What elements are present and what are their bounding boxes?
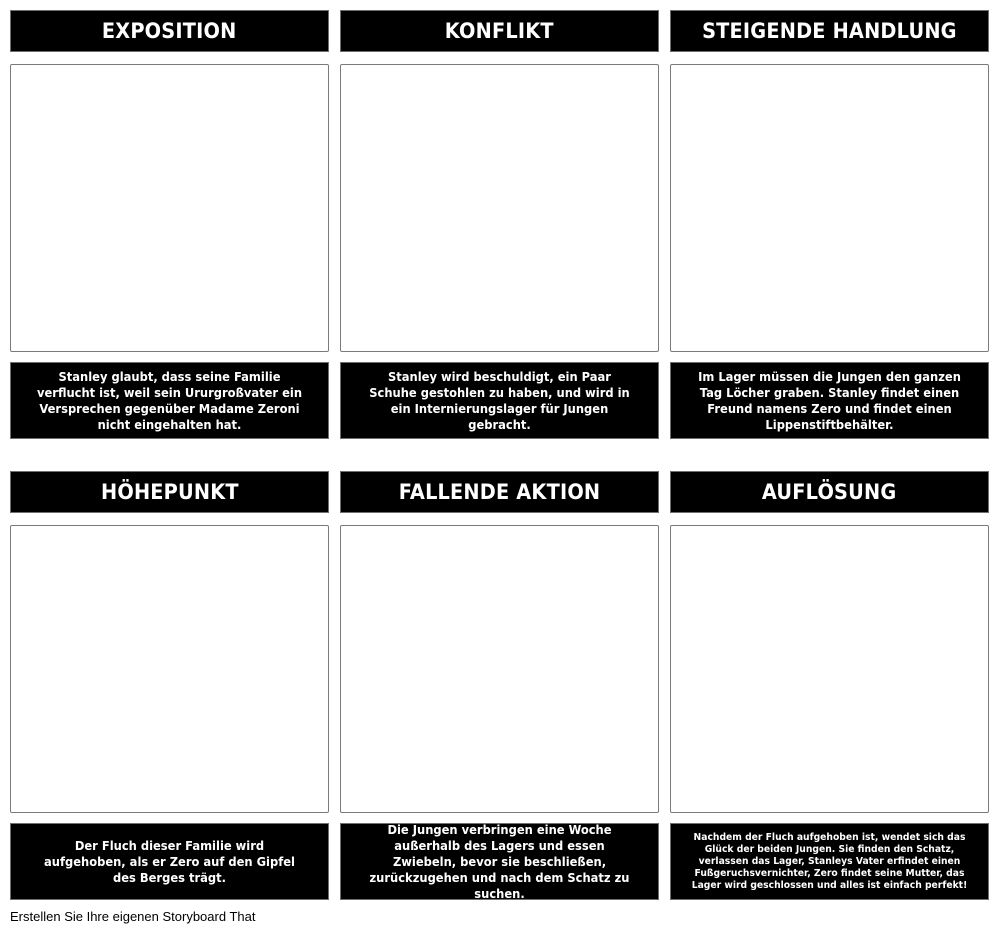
cell-caption-box [340,362,659,439]
cell-caption-box [670,823,989,900]
cell-title-bar [670,471,989,513]
storyboard-cell-konflikt [340,10,659,439]
cell-title-bar [340,471,659,513]
storyboard-cell-aufloesung [670,471,989,900]
cell-image-panel[interactable] [10,525,329,813]
storyboard-cell-steigende-handlung [670,10,989,439]
cell-image-panel[interactable] [670,525,989,813]
cell-title: AUFLÖSUNG [762,480,897,504]
storyboard-cell-hoehepunkt [10,471,329,900]
cell-image-panel[interactable] [340,525,659,813]
cell-caption: Stanley glaubt, dass seine Familie verflucht ist, weil sein Ururgroßvater ein Versprechen gegenüber Madame Zeroni nicht eingehalten hat. [36,368,303,432]
cell-caption: Stanley wird beschuldigt, ein Paar Schuhe gestohlen zu haben, und wird in ein Internierungslager für Jungen gebracht. [369,368,630,432]
footer-credit[interactable]: Erstellen Sie Ihre eigenen Storyboard That [10,909,256,924]
cell-caption: Nachdem der Fluch aufgehoben ist, wendet sich das Glück der beiden Jungen. Sie finden den Schatz, verlassen das Lager, Stanleys Vater erfindet einen Fußgeruchsvernichter, Zero findet seine Mutter, das Lager wird geschlossen und alles ist einfach perfekt! [691,831,968,891]
cell-title-bar [670,10,989,52]
cell-title-bar [10,471,329,513]
cell-caption-box [670,362,989,439]
cell-title: FALLENDE AKTION [398,480,601,504]
cell-caption: Der Fluch dieser Familie wird aufgehoben, als er Zero auf den Gipfel des Berges trägt. [44,837,295,885]
cell-title-bar [10,10,329,52]
cell-caption-box [340,823,659,900]
cell-image-panel[interactable] [10,64,329,352]
cell-title: EXPOSITION [102,19,237,43]
cell-caption-box [10,823,329,900]
cell-title: HÖHEPUNKT [100,480,239,504]
cell-title: STEIGENDE HANDLUNG [702,19,957,43]
cell-image-panel[interactable] [340,64,659,352]
cell-caption-box [10,362,329,439]
cell-title: KONFLIKT [444,19,555,43]
cell-title-bar [340,10,659,52]
storyboard-cell-fallende-aktion [340,471,659,900]
cell-caption: Im Lager müssen die Jungen den ganzen Tag Löcher graben. Stanley findet einen Freund namens Zero und findet einen Lippenstiftbehälter. [698,368,961,432]
cell-caption: Die Jungen verbringen eine Woche außerhalb des Lagers und essen Zwiebeln, bevor sie beschließen, zurückzugehen und nach dem Schatz zu suchen. [369,821,630,901]
storyboard-cell-exposition [10,10,329,439]
cell-image-panel[interactable] [670,64,989,352]
